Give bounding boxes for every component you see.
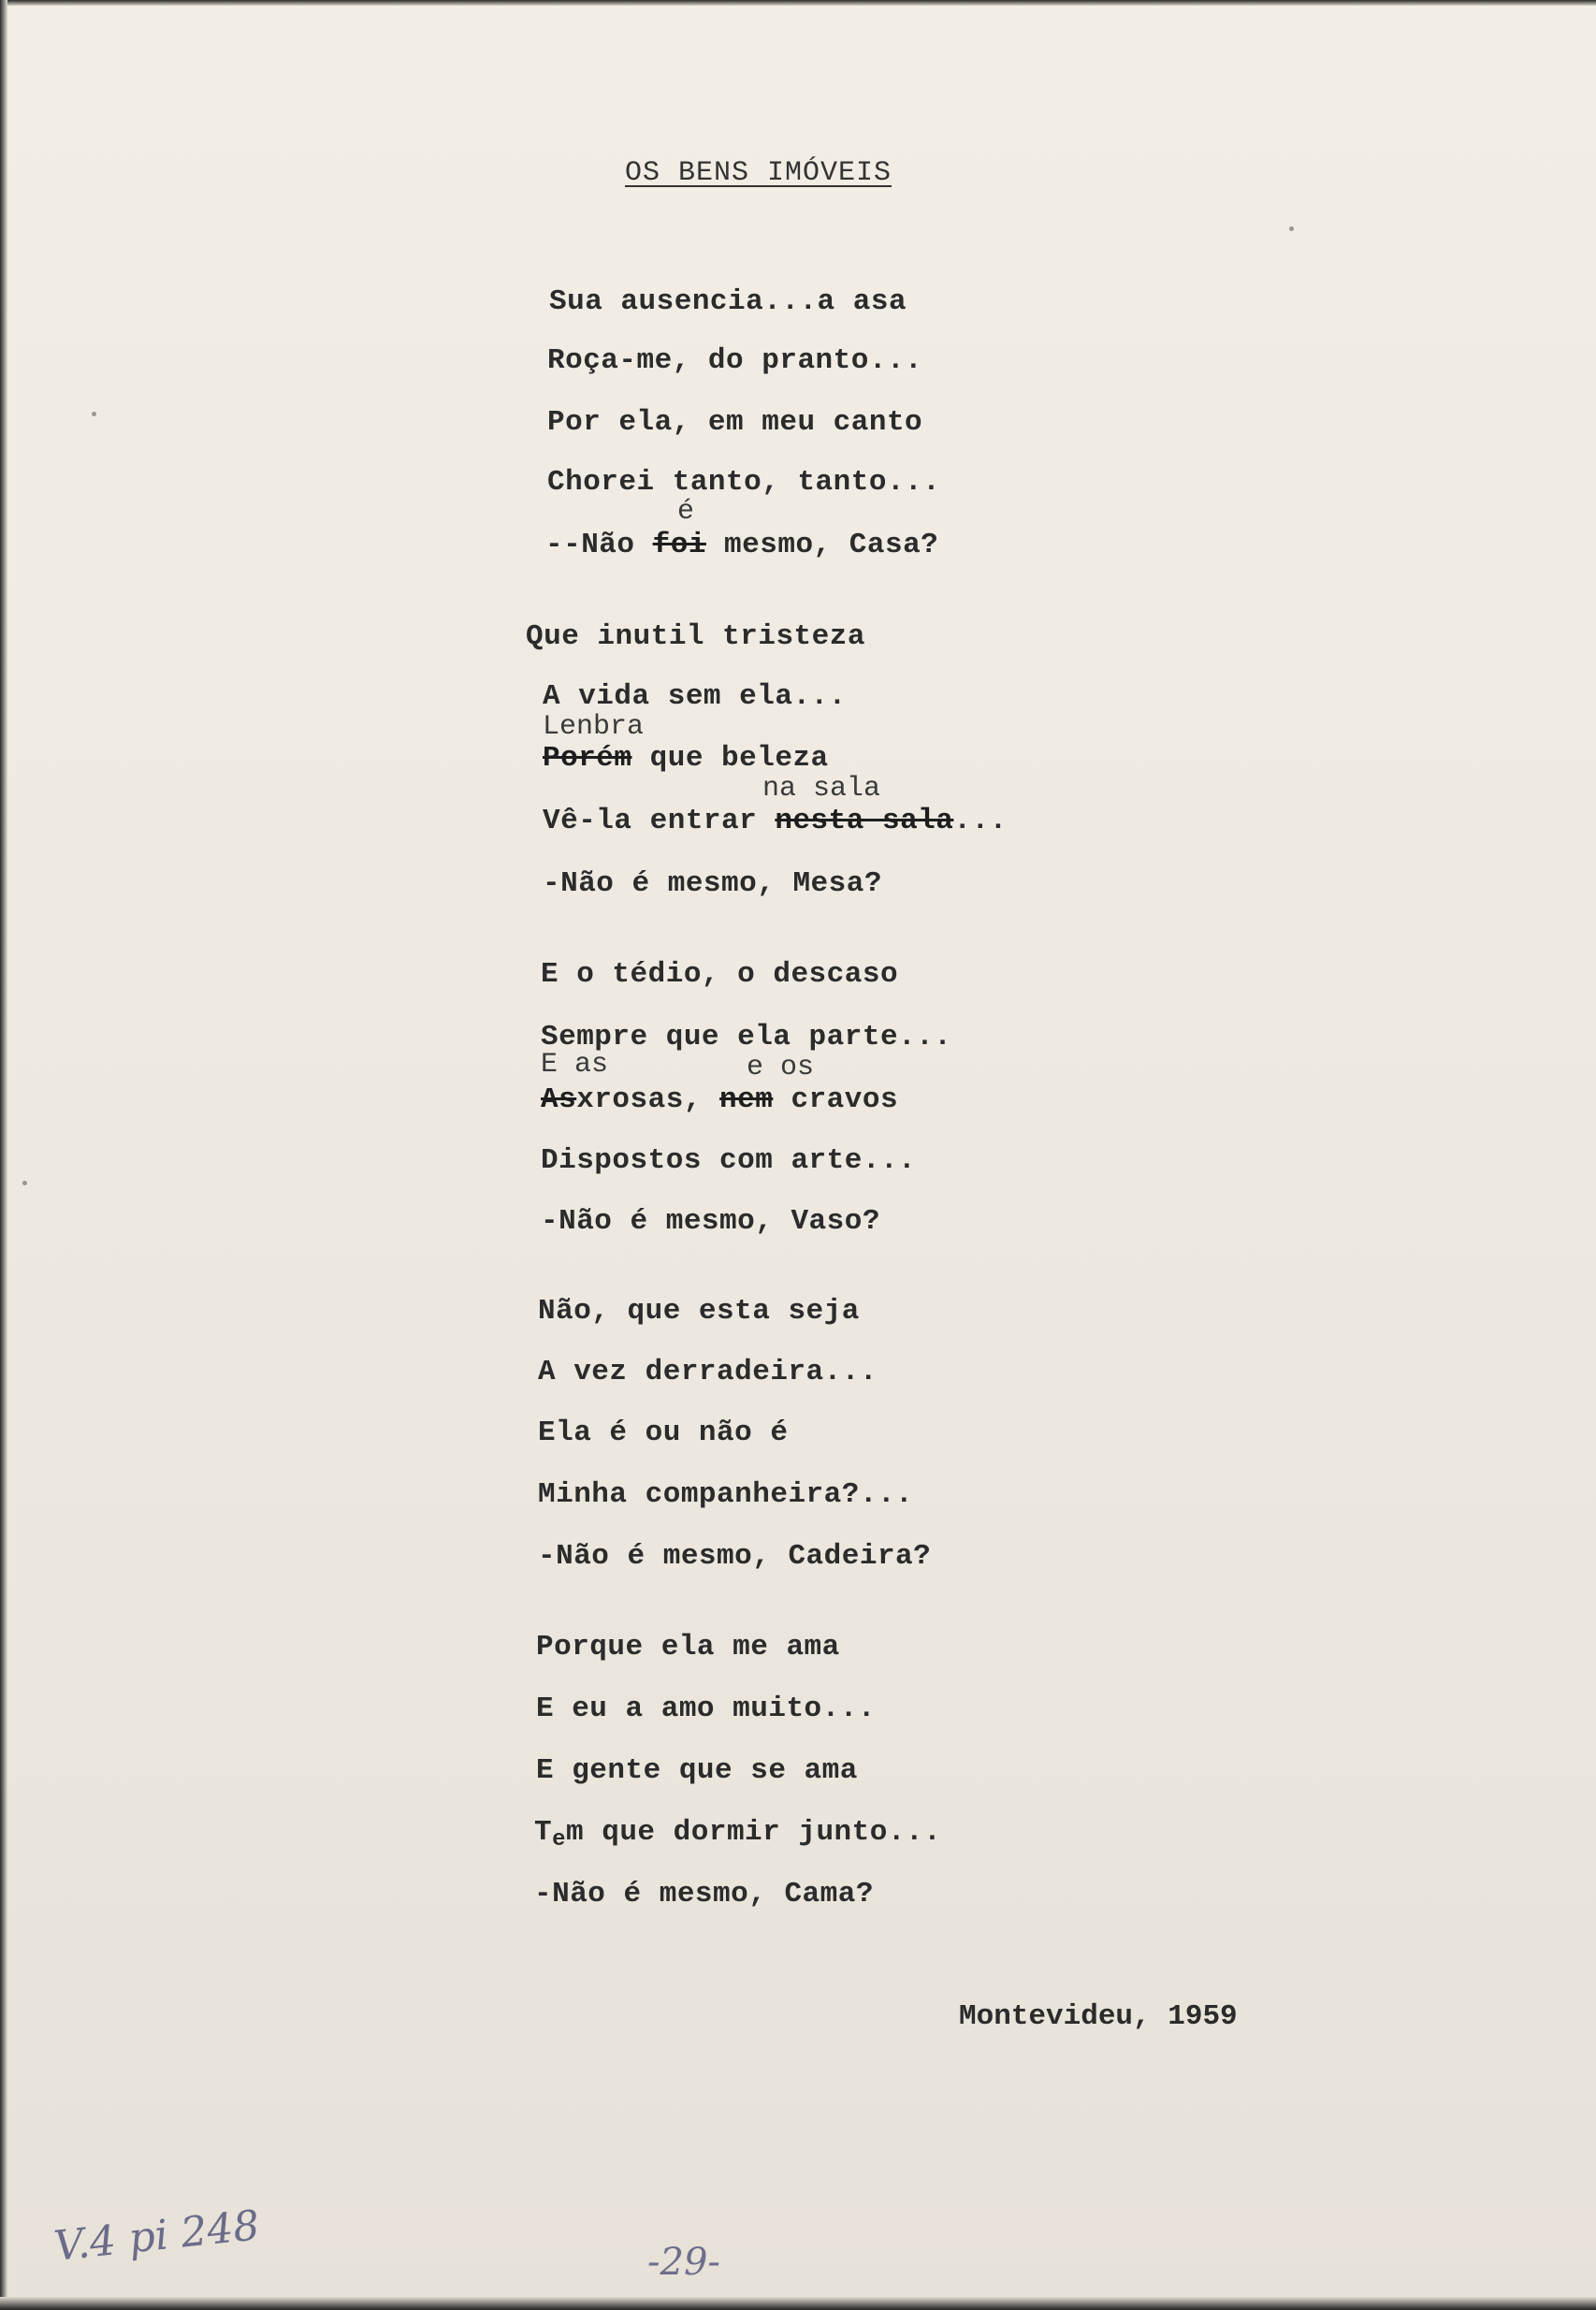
poem-line: -Não é mesmo, Mesa? [543, 867, 882, 900]
page-edge-left [0, 0, 7, 2310]
line-text: m que dormir junto... [566, 1816, 942, 1849]
poem-line: A vida sem ela... [543, 680, 847, 713]
page-edge-top [0, 0, 1596, 6]
typed-correction: Lenbra [543, 711, 645, 743]
line-text: cravos [773, 1083, 899, 1116]
paper-speck [1289, 226, 1294, 231]
poem-line: Que inutil tristeza [526, 620, 865, 653]
poem-line: Sua ausencia...a asa [549, 285, 907, 318]
line-text: Vê-la entrar [543, 805, 776, 837]
poem-line: Não, que esta seja [538, 1295, 860, 1328]
poem-line: E o tédio, o descaso [541, 958, 899, 991]
typed-correction: e os [747, 1052, 815, 1083]
poem-line: Roça-me, do pranto... [547, 344, 923, 377]
place-and-date: Montevideu, 1959 [959, 2000, 1238, 2033]
poem-line: Ela é ou não é [538, 1417, 789, 1449]
poem-line-with-strike [545, 529, 938, 561]
poem-line: Minha companheira?... [538, 1478, 914, 1511]
poem-line: E eu a amo muito... [536, 1693, 876, 1725]
line-text: ... [953, 805, 1008, 837]
poem-line-with-strike [541, 1083, 898, 1116]
struck-text: Porém [543, 742, 632, 775]
paper-speck [22, 1181, 27, 1185]
poem-line-with-strike [543, 742, 829, 775]
poem-line: Dispostos com arte... [541, 1144, 917, 1177]
line-text: --Não [545, 529, 653, 561]
line-text: mesmo, Casa? [705, 529, 939, 561]
page-edge-bottom [0, 2297, 1596, 2310]
poem-title: OS BENS IMÓVEIS [625, 157, 892, 189]
poem-line [534, 1816, 941, 1852]
poem-line-with-strike [543, 805, 1008, 837]
struck-text: foi [652, 529, 706, 561]
poem-line: A vez derradeira... [538, 1356, 878, 1388]
struck-text: nesta sala [775, 805, 954, 837]
poem-line: -Não é mesmo, Vaso? [541, 1205, 880, 1238]
struck-text: As [541, 1083, 577, 1116]
poem-line: Porque ela me ama [536, 1631, 840, 1663]
poem-line: Por ela, em meu canto [547, 406, 923, 439]
paper-speck [92, 412, 96, 416]
typed-correction: é [677, 496, 695, 528]
line-text: T [534, 1816, 553, 1849]
poem-line: -Não é mesmo, Cama? [534, 1878, 874, 1910]
line-text: e [552, 1827, 567, 1852]
poem-line: Sempre que ela parte... [541, 1021, 952, 1053]
poem-line: E gente que se ama [536, 1754, 858, 1787]
handwritten-archive-note: V.4 pi 248 [51, 2201, 262, 2271]
poem-line: Chorei tanto, tanto... [547, 466, 941, 499]
page-number: -29- [647, 2241, 720, 2284]
typed-correction: na sala [762, 773, 881, 805]
typed-correction: E as [541, 1049, 609, 1081]
line-text: xrosas, [576, 1083, 720, 1116]
line-text: que beleza [631, 742, 829, 775]
poem-line: -Não é mesmo, Cadeira? [538, 1540, 932, 1573]
struck-text: nem [719, 1083, 774, 1116]
